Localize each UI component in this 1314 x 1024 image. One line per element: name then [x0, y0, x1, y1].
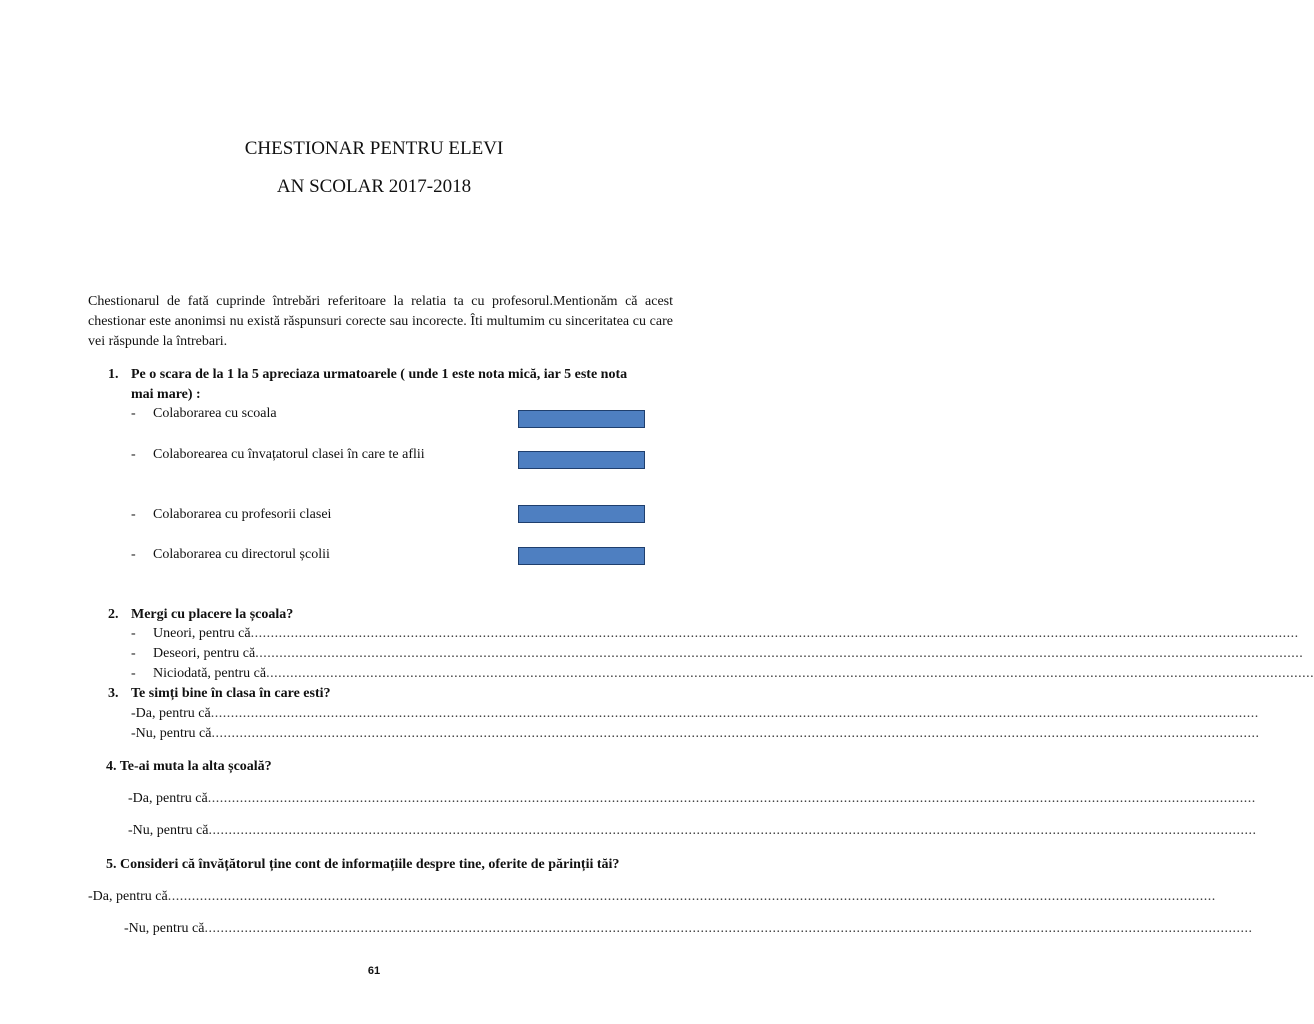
answer-line: -Da, pentru că......................................................................................................................................................................................................................................................................: [131, 706, 1259, 721]
rating-input-school[interactable]: [518, 410, 645, 428]
rating-item-school: - Colaborarea cu scoala: [131, 406, 277, 421]
rating-input-professors[interactable]: [518, 505, 645, 523]
document-title: CHESTIONAR PENTRU ELEVI: [244, 138, 504, 159]
answer-line: - Uneori, pentru că......................................................................................................................................................................................................................................................................: [131, 626, 1299, 641]
page-number: 61: [367, 965, 381, 977]
question-2-number: 2.: [108, 607, 119, 622]
answer-line: -Da, pentru că......................................................................................................................................................................................................................................................................: [88, 889, 1216, 904]
question-1-text-line2: mai mare) :: [131, 387, 201, 402]
document-subtitle: AN SCOLAR 2017-2018: [276, 176, 472, 197]
intro-paragraph: Chestionarul de fată cuprinde întrebări referitoare la relatia ta cu profesorul.Mentionăm că acest chestionar este anonimsi nu există răspunsuri corecte sau incorecte. Îti multumim cu sinceritatea cu care vei răspunde la întrebari.: [88, 294, 673, 349]
rating-input-teacher[interactable]: [518, 451, 645, 469]
rating-item-professors: - Colaborarea cu profesorii clasei: [131, 507, 332, 522]
question-4-text: 4. Te-ai muta la alta școală?: [106, 759, 272, 774]
answer-line: -Nu, pentru că......................................................................................................................................................................................................................................................................: [124, 921, 1253, 936]
question-3-number: 3.: [108, 686, 119, 701]
answer-line: - Niciodată, pentru că......................................................................................................................................................................................................................................................................: [131, 666, 1314, 681]
answer-line: - Deseori, pentru că......................................................................................................................................................................................................................................................................: [131, 646, 1304, 661]
answer-line: -Da, pentru că......................................................................................................................................................................................................................................................................: [128, 791, 1256, 806]
rating-item-director: - Colaborarea cu directorul școlii: [131, 547, 330, 562]
question-3-text: Te simți bine în clasa în care esti?: [131, 686, 331, 701]
rating-input-director[interactable]: [518, 547, 645, 565]
question-1-text-line1: Pe o scara de la 1 la 5 apreciaza urmatoarele ( unde 1 este nota mică, iar 5 este nota: [131, 367, 628, 382]
rating-item-teacher: - Colaborearea cu învațatorul clasei în care te aflii: [131, 447, 425, 462]
answer-line: -Nu, pentru că......................................................................................................................................................................................................................................................................: [128, 823, 1257, 838]
answer-line: -Nu, pentru că......................................................................................................................................................................................................................................................................: [131, 726, 1260, 741]
question-2-text: Mergi cu placere la școala?: [131, 607, 294, 622]
question-1-number: 1.: [108, 367, 119, 382]
question-5-text: 5. Consideri că învățătorul ține cont de informațiile despre tine, oferite de părinții tăi?: [106, 857, 620, 872]
